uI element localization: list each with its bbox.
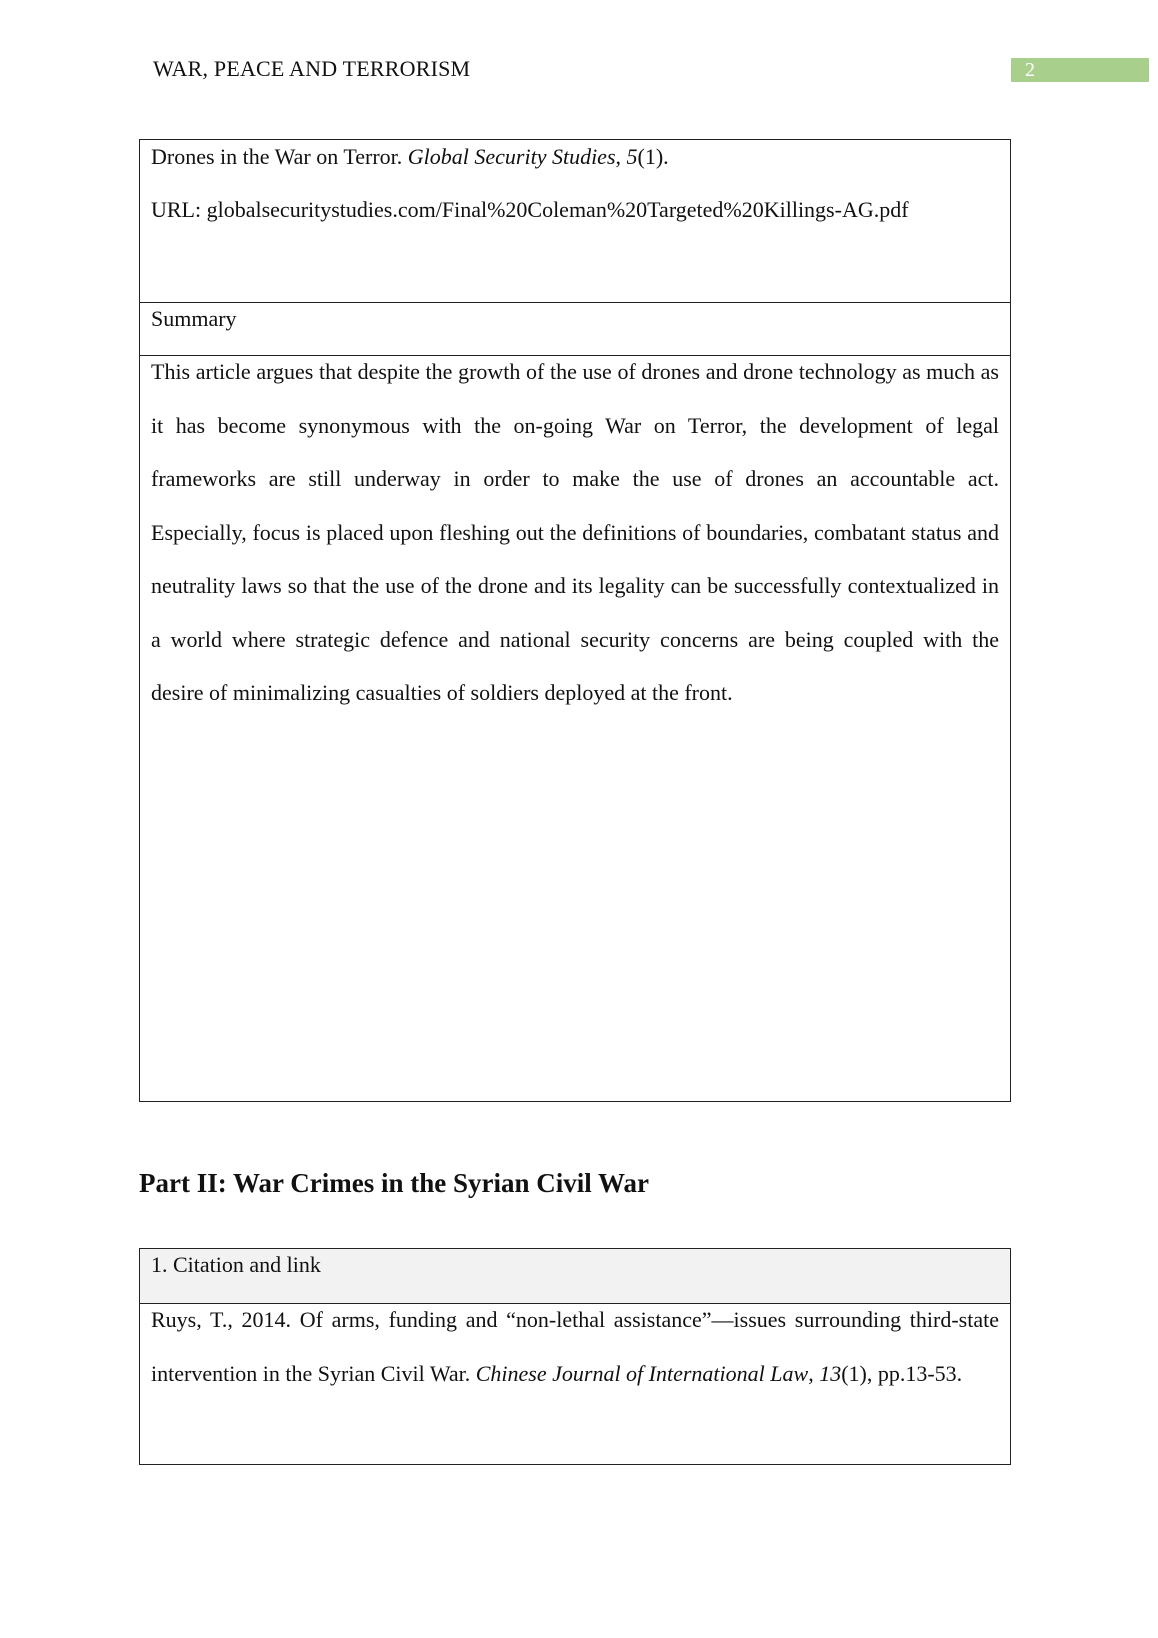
- citation-2-sep: ,: [808, 1360, 820, 1386]
- section-heading: Part II: War Crimes in the Syrian Civil War: [139, 1168, 649, 1198]
- citation-sep: ,: [615, 144, 627, 169]
- summary-cell: [140, 355, 1010, 1101]
- citation-cell: [140, 141, 1010, 302]
- summary-label: Summary: [151, 306, 237, 331]
- journal-volume: 5: [626, 144, 638, 169]
- citation-2-text: Ruys, T., 2014. Of arms, funding and “non-lethal assistance”—issues surrounding third-state intervention in the Syrian Civil War.: [151, 1307, 999, 1386]
- citation-cell-2: [140, 1303, 1010, 1464]
- citation-2: [151, 1293, 999, 1400]
- citation-continued: [151, 141, 999, 173]
- reference-table-1: [139, 139, 1011, 1102]
- summary-text: This article argues that despite the growth of the use of drones and drone technology as much as it has become synonymous with the on-going War on Terror, the development of legal frameworks are still underway in order to make the use of drones an accountable act. Especially, focus is placed upon fleshing out the definitions of boundaries, combatant status and neutrality laws so that the use of the drone and its legality can be successfully contextualized in a world where strategic defence and national security concerns are being coupled with the desire of minimalizing casualties of soldiers deployed at the front.: [151, 359, 999, 705]
- running-header-title: WAR, PEACE AND TERRORISM: [153, 56, 471, 81]
- journal-pages-2: (1), pp.13-53.: [841, 1360, 963, 1386]
- citation-text: Drones in the War on Terror.: [151, 144, 408, 169]
- journal-volume-2: 13: [819, 1360, 842, 1386]
- journal-title: Global Security Studies: [407, 144, 616, 169]
- page-number: 2: [1011, 58, 1149, 82]
- reference-table-2: [139, 1248, 1011, 1465]
- journal-title-2: Chinese Journal of International Law: [475, 1360, 809, 1386]
- journal-issue: (1).: [637, 144, 669, 169]
- url-line: URL: globalsecuritystudies.com/Final%20Coleman%20Targeted%20Killings-AG.pdf: [151, 197, 909, 222]
- citation-label: 1. Citation and link: [151, 1252, 321, 1277]
